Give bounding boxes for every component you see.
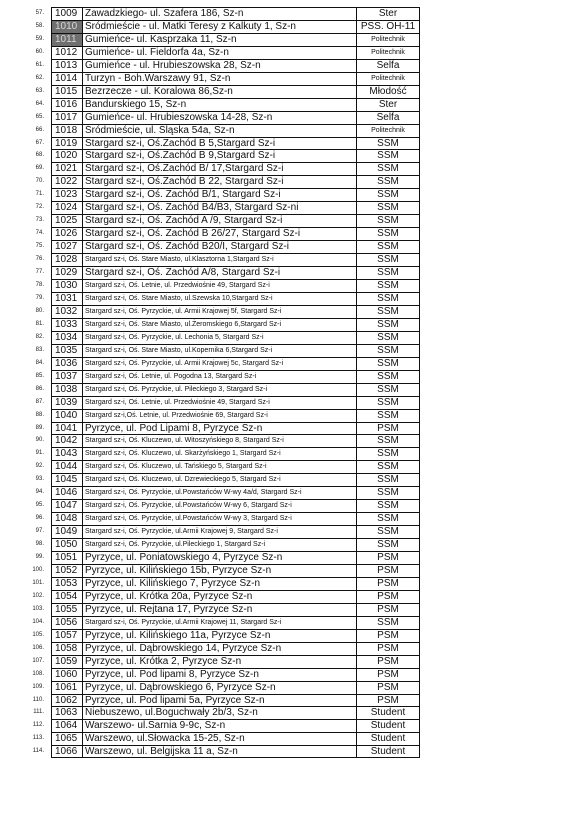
entry-number-cell: 1017	[51, 111, 82, 124]
address-cell: Pyrzyce, ul. Krótka 20a, Pyrzyce Sz-n	[82, 590, 356, 603]
organization-cell: SSM	[356, 460, 420, 473]
entry-number-cell: 1057	[51, 629, 82, 642]
address-cell: Stargard sz-i, Oś. Pyrzyckie, ul.Powstańców W-wy 3, Stargard Sz-i	[82, 512, 356, 525]
table-row	[0, 499, 568, 512]
address-cell: Stargard sz-i, Oś.Zachód B 5,Stargard Sz-i	[82, 137, 356, 150]
table-row	[0, 564, 568, 577]
organization-cell: Ster	[356, 98, 420, 111]
entry-number-cell: 1030	[51, 279, 82, 292]
row-index: 100.	[32, 566, 44, 573]
row-index: 109.	[32, 683, 44, 690]
table-row	[0, 331, 568, 344]
entry-number-cell: 1011	[51, 33, 82, 46]
address-cell: Stargard sz-i, Oś. Pyrzyckie, ul.Armii Krajowej 11, Stargard Sz-i	[82, 616, 356, 629]
row-index: 80.	[35, 307, 44, 314]
address-cell: Śródmieście - ul. Matki Teresy z Kalkuty 1, Sz-n	[82, 20, 356, 33]
entry-number-cell: 1050	[51, 538, 82, 551]
row-index: 103.	[32, 605, 44, 612]
table-row	[0, 292, 568, 305]
row-index: 98.	[35, 541, 44, 548]
row-index: 85.	[35, 372, 44, 379]
organization-cell: SSM	[356, 538, 420, 551]
organization-cell: SSM	[356, 357, 420, 370]
entry-number-cell: 1052	[51, 564, 82, 577]
address-cell: Pyrzyce, ul. Kilińskiego 7, Pyrzyce Sz-n	[82, 577, 356, 590]
address-cell: Stargard sz-i, Oś. Zachód A/8, Stargard Sz-i	[82, 266, 356, 279]
table-row	[0, 344, 568, 357]
entry-number-cell: 1055	[51, 603, 82, 616]
organization-cell: SSM	[356, 175, 420, 188]
entry-number-cell: 1025	[51, 214, 82, 227]
table-row	[0, 266, 568, 279]
table-row	[0, 681, 568, 694]
address-cell: Stargard sz-i, Oś. Letnie, ul. Przedwiośnie 49, Stargard Sz-i	[82, 396, 356, 409]
table-row	[0, 253, 568, 266]
address-cell: Stargard sz-i,Oś. Letnie, ul. Przedwiośnie 69, Stargard Sz-i	[82, 409, 356, 422]
organization-cell: SSM	[356, 292, 420, 305]
address-cell: Stargard sz-i, Oś. Kluczewo, ul. Dzrewieckiego 5, Stargard Sz-i	[82, 473, 356, 486]
table-row	[0, 20, 568, 33]
entry-number-cell: 1016	[51, 98, 82, 111]
row-index: 65.	[35, 113, 44, 120]
table-row	[0, 538, 568, 551]
organization-cell: SSM	[356, 616, 420, 629]
organization-cell: PSM	[356, 551, 420, 564]
organization-cell: Student	[356, 732, 420, 745]
row-index: 67.	[35, 139, 44, 146]
table-row	[0, 124, 568, 137]
row-index: 76.	[35, 256, 44, 263]
entry-number-cell: 1062	[51, 694, 82, 707]
table-row	[0, 98, 568, 111]
organization-cell: Politechnik	[356, 72, 420, 85]
row-index: 108.	[32, 670, 44, 677]
entry-number-cell: 1012	[51, 46, 82, 59]
organization-cell: SSM	[356, 512, 420, 525]
address-cell: Pyrzyce, ul. Kilińskiego 15b, Pyrzyce Sz-n	[82, 564, 356, 577]
organization-cell: SSM	[356, 149, 420, 162]
entry-number-cell: 1024	[51, 201, 82, 214]
entry-number-cell: 1044	[51, 460, 82, 473]
entry-number-cell: 1066	[51, 745, 82, 758]
table-row	[0, 72, 568, 85]
address-cell: Stargard sz-i, Oś. Pyrzyckie, ul.Armii Krajowej 9, Stargard Sz-i	[82, 525, 356, 538]
organization-cell: SSM	[356, 344, 420, 357]
row-index: 86.	[35, 385, 44, 392]
table-row	[0, 551, 568, 564]
address-cell: Turzyn - Boh.Warszawy 91, Sz-n	[82, 72, 356, 85]
organization-cell: Politechnik	[356, 46, 420, 59]
address-cell: Bezrzecze - ul. Koralowa 86,Sz-n	[82, 85, 356, 98]
address-cell: Stargard sz-i, Oś. Stare Miasto, ul.Klasztorna 1,Stargard Sz-i	[82, 253, 356, 266]
address-cell: Stargard sz-i, Oś.Zachód B 22, Stargard Sz-i	[82, 175, 356, 188]
entry-number-cell: 1020	[51, 149, 82, 162]
row-index: 96.	[35, 515, 44, 522]
address-cell: Pyrzyce, ul. Pod Lipami 8, Pyrzyce Sz-n	[82, 422, 356, 435]
organization-cell: SSM	[356, 266, 420, 279]
entry-number-cell: 1021	[51, 162, 82, 175]
organization-cell: PSM	[356, 564, 420, 577]
address-cell: Bandurskiego 15, Sz-n	[82, 98, 356, 111]
organization-cell: SSM	[356, 253, 420, 266]
row-index: 61.	[35, 61, 44, 68]
row-index: 88.	[35, 411, 44, 418]
organization-cell: PSS. OH-11	[356, 20, 420, 33]
address-cell: Pyrzyce, ul. Pod lipami 8, Pyrzyce Sz-n	[82, 668, 356, 681]
address-table	[0, 7, 568, 758]
row-index: 99.	[35, 554, 44, 561]
organization-cell: SSM	[356, 370, 420, 383]
entry-number-cell: 1032	[51, 305, 82, 318]
row-index: 68.	[35, 152, 44, 159]
address-cell: Pyrzyce, ul. Pod lipami 5a, Pyrzyce Sz-n	[82, 694, 356, 707]
organization-cell: PSM	[356, 577, 420, 590]
address-cell: Stargard sz-i, Oś. Pyrzyckie, ul. Armii Krajowej 5f, Stargard Sz-i	[82, 305, 356, 318]
table-row	[0, 473, 568, 486]
row-index: 63.	[35, 87, 44, 94]
entry-number-cell: 1042	[51, 434, 82, 447]
table-row	[0, 383, 568, 396]
address-cell: Stargard sz-i, Oś. Kluczewo, ul. Witoszyńskiego 8, Stargard Sz-i	[82, 434, 356, 447]
organization-cell: SSM	[356, 240, 420, 253]
address-cell: Gumieńce- ul. Kasprzaka 11, Sz-n	[82, 33, 356, 46]
organization-cell: SSM	[356, 227, 420, 240]
table-row	[0, 59, 568, 72]
organization-cell: PSM	[356, 642, 420, 655]
table-row	[0, 434, 568, 447]
table-row	[0, 655, 568, 668]
organization-cell: SSM	[356, 499, 420, 512]
table-row	[0, 447, 568, 460]
address-cell: Stargard sz-i, Oś. Zachód B/1, Stargard Sz-i	[82, 188, 356, 201]
address-cell: Warszewo, ul.Słowacka 15-25, Sz-n	[82, 732, 356, 745]
row-index: 81.	[35, 320, 44, 327]
organization-cell: SSM	[356, 318, 420, 331]
address-cell: Stargard sz-i, Oś. Pyrzyckie, ul.Pileckiego 1, Stargard Sz-i	[82, 538, 356, 551]
row-index: 72.	[35, 204, 44, 211]
row-index: 92.	[35, 463, 44, 470]
address-cell: Stargard sz-i, Oś. Stare Miasto, ul.Żeromskiego 6,Stargard Sz-i	[82, 318, 356, 331]
row-index: 69.	[35, 165, 44, 172]
row-index: 79.	[35, 294, 44, 301]
entry-number-cell: 1037	[51, 370, 82, 383]
address-cell: Zawadzkiego- ul. Szafera 186, Sz-n	[82, 7, 356, 20]
organization-cell: Politechnik	[356, 124, 420, 137]
row-index: 57.	[35, 10, 44, 16]
table-row	[0, 305, 568, 318]
organization-cell: PSM	[356, 668, 420, 681]
entry-number-cell: 1014	[51, 72, 82, 85]
entry-number-cell: 1031	[51, 292, 82, 305]
address-cell: Stargard sz-i, Oś. Pyrzyckie, ul. Armii Krajowej 5c, Stargard Sz-i	[82, 357, 356, 370]
address-cell: Stargard sz-i, Oś. Zachód B 26/27, Stargard Sz-i	[82, 227, 356, 240]
entry-number-cell: 1041	[51, 422, 82, 435]
row-index: 84.	[35, 359, 44, 366]
table-row	[0, 629, 568, 642]
organization-cell: SSM	[356, 279, 420, 292]
entry-number-cell: 1035	[51, 344, 82, 357]
entry-number-cell: 1061	[51, 681, 82, 694]
entry-number-cell: 1064	[51, 719, 82, 732]
organization-cell: PSM	[356, 603, 420, 616]
table-row	[0, 357, 568, 370]
table-row	[0, 512, 568, 525]
row-index: 66.	[35, 126, 44, 133]
entry-number-cell: 1056	[51, 616, 82, 629]
address-cell: Stargard sz-i, Oś. Pyrzyckie, ul. Pileckiego 3, Stargard Sz-i	[82, 383, 356, 396]
table-row	[0, 745, 568, 758]
row-index: 106.	[32, 644, 44, 651]
organization-cell: SSM	[356, 137, 420, 150]
address-cell: Gumieńce- ul. Fieldorfa 4a, Sz-n	[82, 46, 356, 59]
table-row	[0, 162, 568, 175]
entry-number-cell: 1015	[51, 85, 82, 98]
table-row	[0, 137, 568, 150]
row-index: 59.	[35, 35, 44, 42]
entry-number-cell: 1009	[51, 7, 82, 20]
table-row	[0, 279, 568, 292]
table-row	[0, 85, 568, 98]
table-row	[0, 642, 568, 655]
table-row	[0, 719, 568, 732]
entry-number-cell: 1019	[51, 137, 82, 150]
row-index: 111.	[33, 709, 44, 716]
table-row	[0, 175, 568, 188]
organization-cell: SSM	[356, 305, 420, 318]
entry-number-cell: 1027	[51, 240, 82, 253]
row-index: 62.	[35, 74, 44, 81]
entry-number-cell: 1065	[51, 732, 82, 745]
entry-number-cell: 1059	[51, 655, 82, 668]
row-index: 73.	[35, 217, 44, 224]
organization-cell: PSM	[356, 422, 420, 435]
entry-number-cell: 1040	[51, 409, 82, 422]
address-cell: Stargard sz-i, Oś. Stare Miasto, ul.Szewska 10,Stargard Sz-i	[82, 292, 356, 305]
row-index: 71.	[35, 191, 44, 198]
organization-cell: SSM	[356, 201, 420, 214]
entry-number-cell: 1018	[51, 124, 82, 137]
row-index: 64.	[35, 100, 44, 107]
entry-number-cell: 1039	[51, 396, 82, 409]
address-cell: Warszewo- ul.Sarnia 9-9c, Sz-n	[82, 719, 356, 732]
row-index: 78.	[35, 282, 44, 289]
address-cell: Stargard sz-i, Oś. Pyrzyckie, ul. Lechonia 5, Stargard Sz-i	[82, 331, 356, 344]
organization-cell: Selfa	[356, 59, 420, 72]
row-index: 60.	[35, 48, 44, 55]
entry-number-cell: 1053	[51, 577, 82, 590]
row-index: 95.	[35, 502, 44, 509]
table-row	[0, 525, 568, 538]
row-index: 114.	[32, 748, 44, 755]
row-index: 70.	[35, 178, 44, 185]
table-row	[0, 149, 568, 162]
table-row	[0, 694, 568, 707]
address-cell: Stargard sz-i, Oś. Kluczewo, ul. Skarżyńskiego 1, Stargard Sz-i	[82, 447, 356, 460]
address-cell: Stargard sz-i, Oś. Zachód A /9, Stargard Sz-i	[82, 214, 356, 227]
entry-number-cell: 1013	[51, 59, 82, 72]
organization-cell: Student	[356, 719, 420, 732]
entry-number-cell: 1047	[51, 499, 82, 512]
entry-number-cell: 1036	[51, 357, 82, 370]
entry-number-cell: 1029	[51, 266, 82, 279]
address-cell: Gumieńce - ul. Hrubieszowska 28, Sz-n	[82, 59, 356, 72]
entry-number-cell: 1058	[51, 642, 82, 655]
entry-number-cell: 1033	[51, 318, 82, 331]
address-cell: Pyrzyce, ul. Rejtana 17, Pyrzyce Sz-n	[82, 603, 356, 616]
entry-number-cell: 1043	[51, 447, 82, 460]
organization-cell: SSM	[356, 434, 420, 447]
organization-cell: PSM	[356, 655, 420, 668]
organization-cell: SSM	[356, 214, 420, 227]
table-row	[0, 370, 568, 383]
address-cell: Stargard sz-i, Oś. Letnie, ul. Pogodna 13, Stargard Sz-i	[82, 370, 356, 383]
organization-cell: SSM	[356, 447, 420, 460]
table-row	[0, 227, 568, 240]
row-index: 90.	[35, 437, 44, 444]
organization-cell: Selfa	[356, 111, 420, 124]
entry-number-cell: 1038	[51, 383, 82, 396]
row-index: 107.	[32, 657, 44, 664]
table-row	[0, 460, 568, 473]
entry-number-cell: 1054	[51, 590, 82, 603]
address-cell: Pyrzyce, ul. Dąbrowskiego 6, Pyrzyce Sz-n	[82, 681, 356, 694]
table-row	[0, 188, 568, 201]
organization-cell: SSM	[356, 188, 420, 201]
address-cell: Stargard sz-i, Oś. Zachód B20/I, Stargard Sz-i	[82, 240, 356, 253]
row-index: 94.	[35, 489, 44, 496]
table-row	[0, 732, 568, 745]
table-row	[0, 7, 568, 20]
address-cell: Śródmieście, ul. Śląska 54a, Sz-n	[82, 124, 356, 137]
row-index: 83.	[35, 346, 44, 353]
entry-number-cell: 1023	[51, 188, 82, 201]
table-row	[0, 111, 568, 124]
organization-cell: PSM	[356, 694, 420, 707]
row-index: 102.	[32, 592, 44, 599]
row-index: 112.	[32, 722, 44, 729]
table-row	[0, 668, 568, 681]
table-row	[0, 486, 568, 499]
address-cell: Stargard sz-i, Oś. Pyrzyckie, ul.Powstańców W-wy 6, Stargard Sz-i	[82, 499, 356, 512]
organization-cell: SSM	[356, 486, 420, 499]
address-cell: Stargard sz-i, Oś.Zachód B/ 17,Stargard Sz-i	[82, 162, 356, 175]
entry-number-cell: 1034	[51, 331, 82, 344]
address-cell: Pyrzyce, ul. Poniatowskiego 4, Pyrzyce Sz-n	[82, 551, 356, 564]
address-cell: Stargard sz-i, Oś. Zachód B4/B3, Stargard Sz-ni	[82, 201, 356, 214]
row-index: 105.	[32, 631, 44, 638]
table-row	[0, 409, 568, 422]
organization-cell: SSM	[356, 396, 420, 409]
table-row	[0, 396, 568, 409]
row-index: 97.	[35, 528, 44, 535]
row-index: 113.	[32, 735, 44, 742]
organization-cell: SSM	[356, 162, 420, 175]
address-cell: Stargard sz-i, Oś. Kluczewo, ul. Tańskiego 5, Stargard Sz-i	[82, 460, 356, 473]
organization-cell: Student	[356, 745, 420, 758]
row-index: 75.	[35, 243, 44, 250]
entry-number-cell: 1045	[51, 473, 82, 486]
table-row	[0, 706, 568, 719]
address-cell: Stargard sz-i, Oś.Zachód B 9,Stargard Sz-i	[82, 149, 356, 162]
entry-number-cell: 1063	[51, 706, 82, 719]
organization-cell: Młodość	[356, 85, 420, 98]
row-index: 104.	[32, 618, 44, 625]
table-row	[0, 603, 568, 616]
row-index: 101.	[32, 579, 44, 586]
entry-number-cell: 1049	[51, 525, 82, 538]
address-cell: Stargard sz-i, Oś. Stare Miasto, ul.Kopernika 6,Stargard Sz-i	[82, 344, 356, 357]
table-row	[0, 616, 568, 629]
table-row	[0, 240, 568, 253]
organization-cell: PSM	[356, 590, 420, 603]
table-row	[0, 201, 568, 214]
row-index: 74.	[35, 230, 44, 237]
entry-number-cell: 1022	[51, 175, 82, 188]
address-cell: Pyrzyce, ul. Krótka 2, Pyrzyce Sz-n	[82, 655, 356, 668]
organization-cell: SSM	[356, 409, 420, 422]
entry-number-cell: 1048	[51, 512, 82, 525]
row-index: 77.	[35, 269, 44, 276]
table-row	[0, 33, 568, 46]
row-index: 91.	[35, 450, 44, 457]
row-index: 87.	[35, 398, 44, 405]
entry-number-cell: 1028	[51, 253, 82, 266]
entry-number-cell: 1060	[51, 668, 82, 681]
table-row	[0, 422, 568, 435]
row-index: 58.	[35, 22, 44, 29]
organization-cell: Ster	[356, 7, 420, 20]
address-cell: Stargard sz-i, Oś. Pyrzyckie, ul.Powstańców W-wy 4a/d, Stargard Sz-i	[82, 486, 356, 499]
row-index: 89.	[35, 424, 44, 431]
entry-number-cell: 1046	[51, 486, 82, 499]
organization-cell: PSM	[356, 681, 420, 694]
table-row	[0, 214, 568, 227]
organization-cell: PSM	[356, 629, 420, 642]
table-row	[0, 577, 568, 590]
table-row	[0, 318, 568, 331]
organization-cell: SSM	[356, 383, 420, 396]
address-cell: Gumieńce- ul. Hrubieszowska 14-28, Sz-n	[82, 111, 356, 124]
address-cell: Warszewo, ul. Belgijska 11 a, Sz-n	[82, 745, 356, 758]
organization-cell: Student	[356, 706, 420, 719]
organization-cell: SSM	[356, 331, 420, 344]
entry-number-cell: 1026	[51, 227, 82, 240]
row-index: 110.	[32, 696, 44, 703]
row-index: 93.	[35, 476, 44, 483]
address-cell: Niebuszewo, ul.Boguchwały 2b/3, Sz-n	[82, 706, 356, 719]
table-row	[0, 46, 568, 59]
entry-number-cell: 1051	[51, 551, 82, 564]
row-index: 82.	[35, 333, 44, 340]
address-cell: Pyrzyce, ul. Dąbrowskiego 14, Pyrzyce Sz-n	[82, 642, 356, 655]
table-row	[0, 590, 568, 603]
organization-cell: Politechnik	[356, 33, 420, 46]
organization-cell: SSM	[356, 525, 420, 538]
address-cell: Pyrzyce, ul. Kilińskiego 11a, Pyrzyce Sz-n	[82, 629, 356, 642]
address-cell: Stargard sz-i, Oś. Letnie, ul. Przedwiośnie 49, Stargard Sz-i	[82, 279, 356, 292]
entry-number-cell: 1010	[51, 20, 82, 33]
organization-cell: SSM	[356, 473, 420, 486]
